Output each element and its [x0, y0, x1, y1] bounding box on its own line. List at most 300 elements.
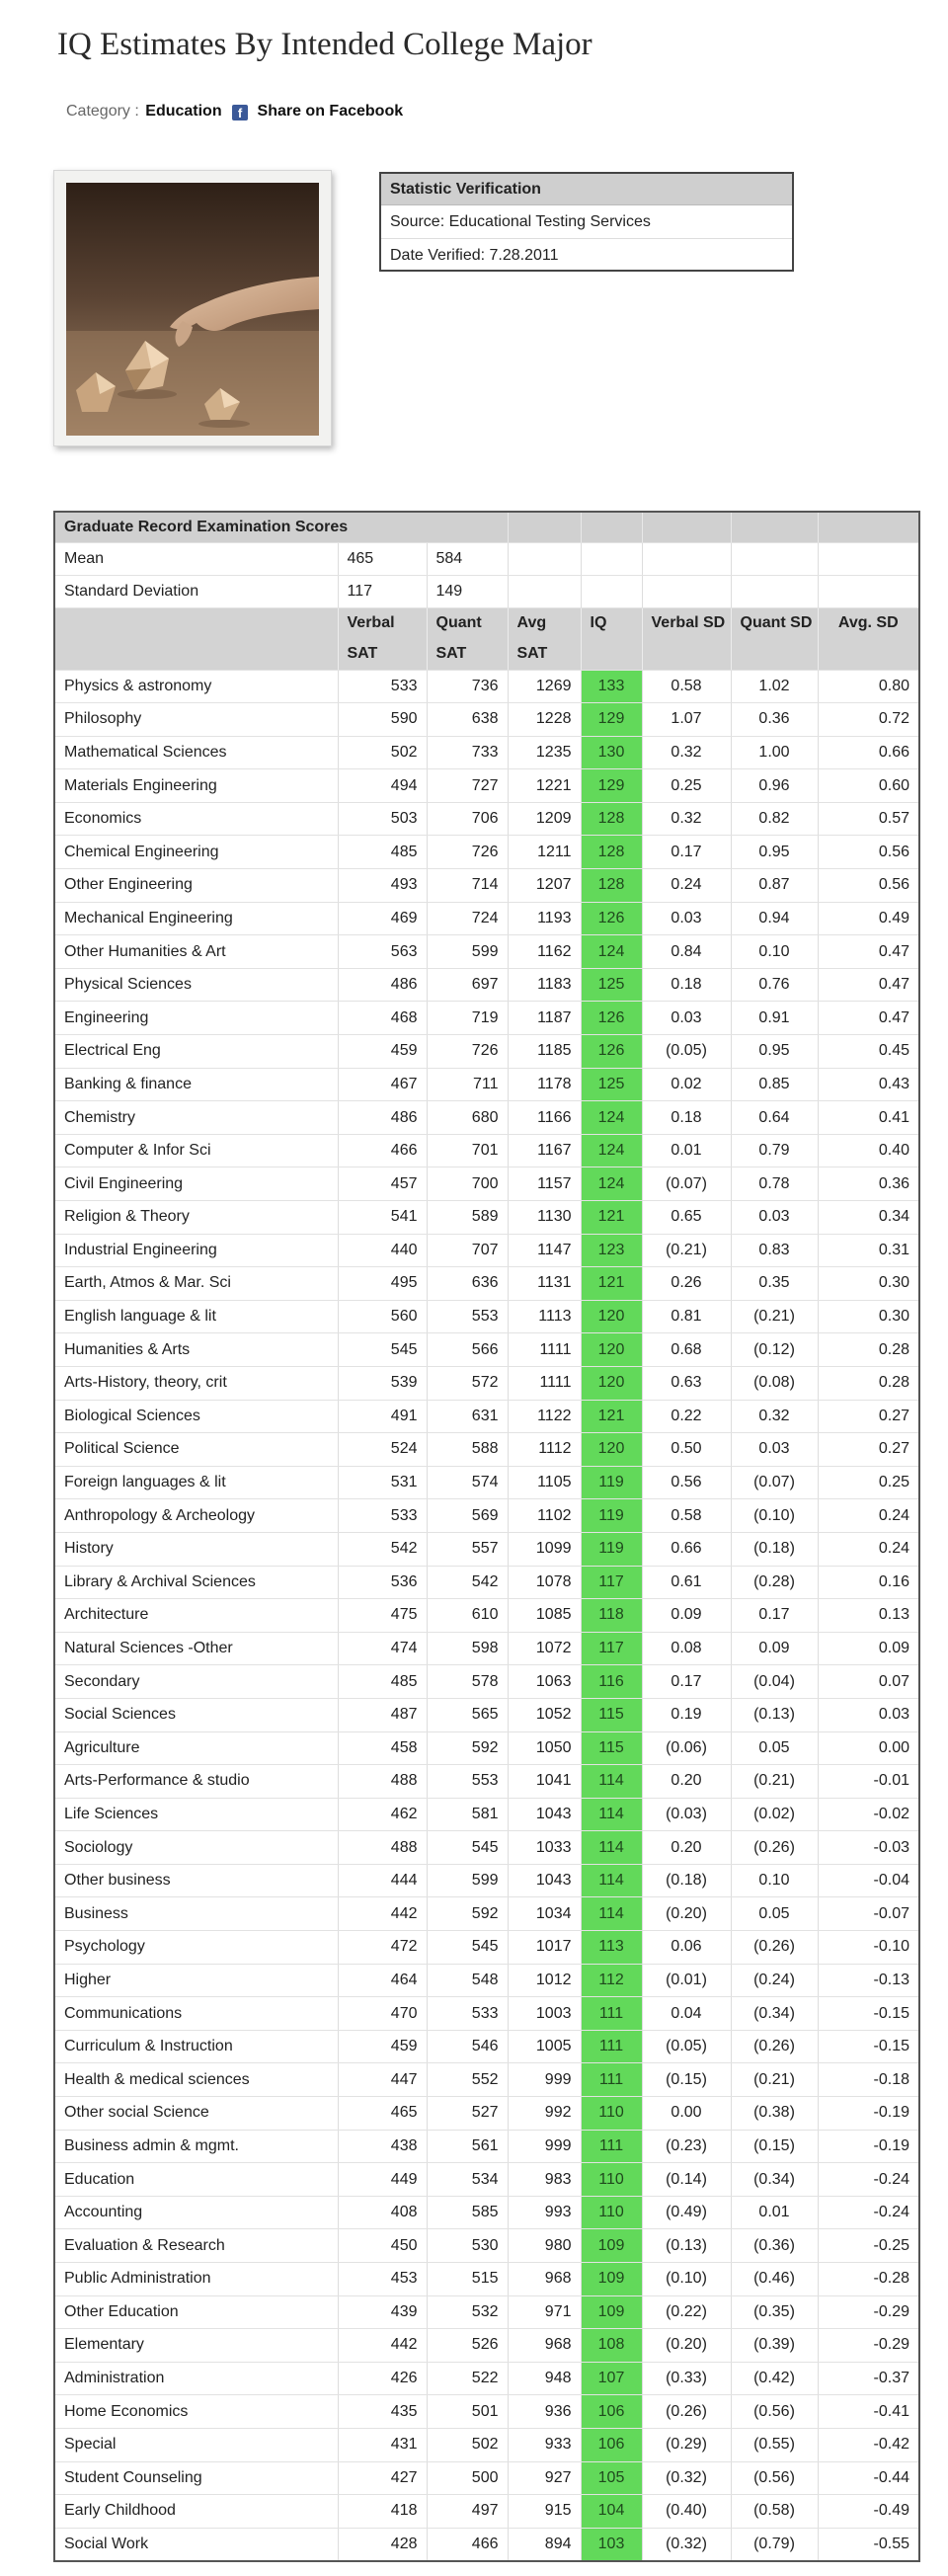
- verbal-sat-cell: 486: [338, 968, 427, 1002]
- verbal-sd-cell: (0.20): [642, 1897, 731, 1931]
- iq-cell: 128: [581, 836, 642, 869]
- verbal-sd-cell: 0.08: [642, 1632, 731, 1665]
- verbal-sat-cell: 470: [338, 1997, 427, 2031]
- verbal-sat-cell: 491: [338, 1400, 427, 1433]
- avg-sat-cell: 1122: [508, 1400, 581, 1433]
- avg-sd-cell: 0.72: [818, 703, 919, 737]
- quant-sat-cell: 588: [427, 1433, 508, 1467]
- verbal-sd-cell: 0.20: [642, 1831, 731, 1865]
- iq-cell: 113: [581, 1931, 642, 1965]
- quant-sat-cell: 719: [427, 1002, 508, 1035]
- major-cell: Chemical Engineering: [54, 836, 338, 869]
- quant-sat-cell: 592: [427, 1731, 508, 1765]
- quant-sd-cell: 0.03: [731, 1433, 818, 1467]
- verbal-sat-cell: 590: [338, 703, 427, 737]
- major-cell: Civil Engineering: [54, 1167, 338, 1201]
- verbal-sat-cell: 449: [338, 2163, 427, 2197]
- table-row: [54, 736, 919, 769]
- quant-sat-cell: 515: [427, 2263, 508, 2296]
- quant-sat-cell: 552: [427, 2063, 508, 2097]
- verbal-sd-cell: (0.07): [642, 1167, 731, 1201]
- table-row: [54, 2229, 919, 2263]
- quant-sd-cell: (0.08): [731, 1366, 818, 1400]
- quant-sd-cell: (0.04): [731, 1665, 818, 1699]
- major-cell: Architecture: [54, 1599, 338, 1633]
- table-row: [54, 1134, 919, 1167]
- verification-title: Statistic Verification: [381, 174, 792, 205]
- avg-sd-cell: 0.13: [818, 1599, 919, 1633]
- verbal-sd-cell: (0.10): [642, 2263, 731, 2296]
- quant-sat-cell: 532: [427, 2295, 508, 2329]
- header-quant-sat: SAT: [427, 639, 508, 670]
- table-row: [54, 2097, 919, 2131]
- sd-verbal: 117: [338, 575, 427, 607]
- iq-cell: 103: [581, 2528, 642, 2561]
- major-cell: Administration: [54, 2362, 338, 2395]
- quant-sd-cell: 0.01: [731, 2196, 818, 2229]
- iq-cell: 115: [581, 1698, 642, 1731]
- iq-cell: 111: [581, 2063, 642, 2097]
- major-cell: Accounting: [54, 2196, 338, 2229]
- verbal-sd-cell: (0.15): [642, 2063, 731, 2097]
- major-cell: Arts-History, theory, crit: [54, 1366, 338, 1400]
- major-cell: History: [54, 1532, 338, 1566]
- major-cell: Other Engineering: [54, 869, 338, 903]
- major-cell: Library & Archival Sciences: [54, 1566, 338, 1599]
- verbal-sat-cell: 459: [338, 2030, 427, 2063]
- iq-cell: 128: [581, 802, 642, 836]
- verbal-sd-cell: (0.05): [642, 2030, 731, 2063]
- verbal-sd-cell: 0.50: [642, 1433, 731, 1467]
- quant-sd-cell: 0.76: [731, 968, 818, 1002]
- verbal-sat-cell: 486: [338, 1101, 427, 1135]
- verbal-sat-cell: 539: [338, 1366, 427, 1400]
- verbal-sd-cell: 0.02: [642, 1068, 731, 1101]
- quant-sd-cell: 0.36: [731, 703, 818, 737]
- major-cell: Education: [54, 2163, 338, 2197]
- avg-sd-cell: 0.47: [818, 935, 919, 969]
- avg-sd-cell: 0.28: [818, 1366, 919, 1400]
- avg-sat-cell: 1131: [508, 1267, 581, 1301]
- quant-sd-cell: 0.35: [731, 1267, 818, 1301]
- quant-sat-cell: 638: [427, 703, 508, 737]
- iq-cell: 121: [581, 1201, 642, 1235]
- verification-source: Source: Educational Testing Services: [381, 205, 792, 239]
- table-row: [54, 2295, 919, 2329]
- table-row: [54, 2528, 919, 2561]
- verbal-sat-cell: 493: [338, 869, 427, 903]
- verbal-sd-cell: 0.25: [642, 769, 731, 803]
- table-row: [54, 836, 919, 869]
- quant-sat-cell: 610: [427, 1599, 508, 1633]
- quant-sd-cell: (0.39): [731, 2329, 818, 2363]
- major-cell: Computer & Infor Sci: [54, 1134, 338, 1167]
- table-row: [54, 869, 919, 903]
- verbal-sat-cell: 435: [338, 2395, 427, 2429]
- table-row: [54, 1300, 919, 1333]
- major-cell: Economics: [54, 802, 338, 836]
- quant-sd-cell: (0.28): [731, 1566, 818, 1599]
- quant-sat-cell: 736: [427, 670, 508, 703]
- category-label: Category :: [66, 103, 139, 120]
- iq-cell: 116: [581, 1665, 642, 1699]
- iq-cell: 133: [581, 670, 642, 703]
- quant-sat-cell: 707: [427, 1234, 508, 1267]
- verbal-sd-cell: 0.09: [642, 1599, 731, 1633]
- iq-cell: 123: [581, 1234, 642, 1267]
- iq-cell: 120: [581, 1333, 642, 1367]
- avg-sd-cell: -0.01: [818, 1765, 919, 1799]
- quant-sd-cell: (0.12): [731, 1333, 818, 1367]
- verbal-sat-cell: 524: [338, 1433, 427, 1467]
- facebook-icon[interactable]: f: [232, 105, 248, 121]
- avg-sd-cell: -0.25: [818, 2229, 919, 2263]
- quant-sat-cell: 526: [427, 2329, 508, 2363]
- header-verbal-sd: Verbal SD: [642, 607, 731, 639]
- avg-sd-cell: 0.66: [818, 736, 919, 769]
- major-cell: Curriculum & Instruction: [54, 2030, 338, 2063]
- quant-sd-cell: 1.00: [731, 736, 818, 769]
- iq-cell: 119: [581, 1499, 642, 1533]
- avg-sat-cell: 1193: [508, 902, 581, 935]
- major-cell: Communications: [54, 1997, 338, 2031]
- avg-sd-cell: 0.45: [818, 1035, 919, 1069]
- major-cell: Health & medical sciences: [54, 2063, 338, 2097]
- table-row: [54, 1897, 919, 1931]
- quant-sd-cell: 1.02: [731, 670, 818, 703]
- avg-sd-cell: 0.30: [818, 1300, 919, 1333]
- table-row: [54, 2395, 919, 2429]
- avg-sat-cell: 1034: [508, 1897, 581, 1931]
- table-row: [54, 1466, 919, 1499]
- iq-cell: 105: [581, 2461, 642, 2495]
- table-title: Graduate Record Examination Scores: [54, 512, 508, 542]
- quant-sd-cell: 0.10: [731, 1864, 818, 1897]
- verbal-sd-cell: 0.65: [642, 1201, 731, 1235]
- quant-sat-cell: 569: [427, 1499, 508, 1533]
- major-cell: Other social Science: [54, 2097, 338, 2131]
- avg-sd-cell: -0.04: [818, 1864, 919, 1897]
- table-row: [54, 1632, 919, 1665]
- iq-cell: 120: [581, 1433, 642, 1467]
- quant-sat-cell: 566: [427, 1333, 508, 1367]
- verbal-sat-cell: 465: [338, 2097, 427, 2131]
- quant-sd-cell: (0.21): [731, 1765, 818, 1799]
- avg-sat-cell: 1209: [508, 802, 581, 836]
- table-row: [54, 802, 919, 836]
- iq-cell: 106: [581, 2428, 642, 2461]
- quant-sat-cell: 500: [427, 2461, 508, 2495]
- verbal-sat-cell: 563: [338, 935, 427, 969]
- verbal-sat-cell: 545: [338, 1333, 427, 1367]
- avg-sat-cell: 1105: [508, 1466, 581, 1499]
- avg-sat-cell: 1050: [508, 1731, 581, 1765]
- iq-cell: 111: [581, 1997, 642, 2031]
- verbal-sat-cell: 560: [338, 1300, 427, 1333]
- avg-sat-cell: 936: [508, 2395, 581, 2429]
- avg-sat-cell: 1043: [508, 1798, 581, 1831]
- avg-sat-cell: 1041: [508, 1765, 581, 1799]
- table-row: [54, 1068, 919, 1101]
- table-row: [54, 1167, 919, 1201]
- quant-sd-cell: (0.15): [731, 2130, 818, 2163]
- iq-cell: 124: [581, 935, 642, 969]
- header-quant-sd: Quant SD: [731, 607, 818, 639]
- avg-sd-cell: -0.15: [818, 2030, 919, 2063]
- avg-sd-cell: 0.16: [818, 1566, 919, 1599]
- major-cell: Foreign languages & lit: [54, 1466, 338, 1499]
- avg-sd-cell: -0.24: [818, 2196, 919, 2229]
- avg-sd-cell: -0.42: [818, 2428, 919, 2461]
- verbal-sat-cell: 494: [338, 769, 427, 803]
- avg-sd-cell: -0.37: [818, 2362, 919, 2395]
- quant-sd-cell: (0.56): [731, 2395, 818, 2429]
- iq-cell: 121: [581, 1267, 642, 1301]
- avg-sat-cell: 971: [508, 2295, 581, 2329]
- major-cell: Mechanical Engineering: [54, 902, 338, 935]
- avg-sd-cell: 0.34: [818, 1201, 919, 1235]
- quant-sd-cell: 0.32: [731, 1400, 818, 1433]
- verbal-sat-cell: 472: [338, 1931, 427, 1965]
- quant-sat-cell: 598: [427, 1632, 508, 1665]
- quant-sat-cell: 599: [427, 935, 508, 969]
- quant-sat-cell: 561: [427, 2130, 508, 2163]
- table-row: [54, 2263, 919, 2296]
- iq-cell: 125: [581, 1068, 642, 1101]
- quant-sat-cell: 733: [427, 736, 508, 769]
- verbal-sd-cell: (0.21): [642, 1234, 731, 1267]
- verbal-sat-cell: 533: [338, 1499, 427, 1533]
- major-cell: Industrial Engineering: [54, 1234, 338, 1267]
- quant-sat-cell: 553: [427, 1765, 508, 1799]
- quant-sd-cell: (0.58): [731, 2495, 818, 2529]
- verbal-sd-cell: 0.18: [642, 1101, 731, 1135]
- avg-sd-cell: -0.24: [818, 2163, 919, 2197]
- iq-cell: 124: [581, 1134, 642, 1167]
- avg-sd-cell: 0.41: [818, 1101, 919, 1135]
- avg-sat-cell: 1166: [508, 1101, 581, 1135]
- table-row: [54, 1698, 919, 1731]
- quant-sd-cell: (0.26): [731, 2030, 818, 2063]
- table-row: [54, 1864, 919, 1897]
- major-cell: Natural Sciences -Other: [54, 1632, 338, 1665]
- avg-sd-cell: 0.27: [818, 1400, 919, 1433]
- quant-sd-cell: 0.17: [731, 1599, 818, 1633]
- table-row: [54, 1267, 919, 1301]
- iq-cell: 121: [581, 1400, 642, 1433]
- quant-sat-cell: 502: [427, 2428, 508, 2461]
- major-cell: Agriculture: [54, 1731, 338, 1765]
- avg-sat-cell: 1072: [508, 1632, 581, 1665]
- major-cell: Physics & astronomy: [54, 670, 338, 703]
- iq-cell: 109: [581, 2295, 642, 2329]
- table-row: [54, 968, 919, 1002]
- table-row: [54, 2163, 919, 2197]
- iq-cell: 120: [581, 1300, 642, 1333]
- verbal-sat-cell: 536: [338, 1566, 427, 1599]
- quant-sat-cell: 727: [427, 769, 508, 803]
- verbal-sat-cell: 468: [338, 1002, 427, 1035]
- verbal-sd-cell: 0.19: [642, 1698, 731, 1731]
- verbal-sat-cell: 462: [338, 1798, 427, 1831]
- iq-cell: 107: [581, 2362, 642, 2395]
- major-cell: Chemistry: [54, 1101, 338, 1135]
- major-cell: Evaluation & Research: [54, 2229, 338, 2263]
- verbal-sd-cell: (0.49): [642, 2196, 731, 2229]
- major-cell: Other Education: [54, 2295, 338, 2329]
- verbal-sd-cell: 0.01: [642, 1134, 731, 1167]
- iq-cell: 106: [581, 2395, 642, 2429]
- major-cell: Other business: [54, 1864, 338, 1897]
- iq-cell: 120: [581, 1366, 642, 1400]
- verbal-sd-cell: 0.17: [642, 1665, 731, 1699]
- avg-sat-cell: 1033: [508, 1831, 581, 1865]
- verbal-sat-cell: 475: [338, 1599, 427, 1633]
- table-row: [54, 2030, 919, 2063]
- avg-sd-cell: 0.24: [818, 1499, 919, 1533]
- avg-sd-cell: 0.27: [818, 1433, 919, 1467]
- avg-sat-cell: 968: [508, 2263, 581, 2296]
- verbal-sat-cell: 459: [338, 1035, 427, 1069]
- table-row: [54, 1002, 919, 1035]
- major-cell: Elementary: [54, 2329, 338, 2363]
- avg-sd-cell: 0.60: [818, 769, 919, 803]
- avg-sat-cell: 1111: [508, 1366, 581, 1400]
- header-row-2: [54, 639, 919, 670]
- category-line: [66, 103, 403, 121]
- major-cell: Humanities & Arts: [54, 1333, 338, 1367]
- avg-sd-cell: -0.03: [818, 1831, 919, 1865]
- iq-cell: 119: [581, 1466, 642, 1499]
- verbal-sd-cell: 0.26: [642, 1267, 731, 1301]
- table-row: [54, 2495, 919, 2529]
- avg-sd-cell: 0.40: [818, 1134, 919, 1167]
- verbal-sat-cell: 488: [338, 1831, 427, 1865]
- quant-sat-cell: 711: [427, 1068, 508, 1101]
- avg-sat-cell: 933: [508, 2428, 581, 2461]
- verbal-sat-cell: 495: [338, 1267, 427, 1301]
- quant-sat-cell: 578: [427, 1665, 508, 1699]
- quant-sd-cell: 0.91: [731, 1002, 818, 1035]
- avg-sd-cell: 0.28: [818, 1333, 919, 1367]
- mean-row: [54, 542, 919, 575]
- major-cell: Mathematical Sciences: [54, 736, 338, 769]
- verbal-sd-cell: 0.04: [642, 1997, 731, 2031]
- iq-cell: 126: [581, 902, 642, 935]
- verbal-sat-cell: 467: [338, 1068, 427, 1101]
- verbal-sd-cell: 0.58: [642, 1499, 731, 1533]
- quant-sat-cell: 697: [427, 968, 508, 1002]
- major-cell: Sociology: [54, 1831, 338, 1865]
- avg-sat-cell: 1207: [508, 869, 581, 903]
- table-row: [54, 1400, 919, 1433]
- avg-sd-cell: -0.29: [818, 2329, 919, 2363]
- avg-sat-cell: 983: [508, 2163, 581, 2197]
- verbal-sd-cell: 0.24: [642, 869, 731, 903]
- verbal-sat-cell: 541: [338, 1201, 427, 1235]
- major-cell: Psychology: [54, 1931, 338, 1965]
- gre-scores-table: [53, 511, 920, 2562]
- table-row: [54, 1964, 919, 1997]
- table-row: [54, 2063, 919, 2097]
- quant-sd-cell: (0.13): [731, 1698, 818, 1731]
- avg-sat-cell: 1017: [508, 1931, 581, 1965]
- quant-sd-cell: 0.03: [731, 1201, 818, 1235]
- avg-sat-cell: 1113: [508, 1300, 581, 1333]
- quant-sd-cell: 0.10: [731, 935, 818, 969]
- iq-cell: 109: [581, 2263, 642, 2296]
- quant-sat-cell: 581: [427, 1798, 508, 1831]
- avg-sat-cell: 1211: [508, 836, 581, 869]
- avg-sat-cell: 1111: [508, 1333, 581, 1367]
- quant-sat-cell: 636: [427, 1267, 508, 1301]
- quant-sd-cell: (0.21): [731, 1300, 818, 1333]
- avg-sd-cell: 0.03: [818, 1698, 919, 1731]
- avg-sd-cell: -0.19: [818, 2130, 919, 2163]
- quant-sat-cell: 466: [427, 2528, 508, 2561]
- quant-sat-cell: 557: [427, 1532, 508, 1566]
- verbal-sd-cell: (0.06): [642, 1731, 731, 1765]
- quant-sd-cell: 0.95: [731, 1035, 818, 1069]
- iq-cell: 129: [581, 769, 642, 803]
- share-facebook-link[interactable]: Share on Facebook: [257, 103, 404, 120]
- table-row: [54, 1731, 919, 1765]
- major-cell: Early Childhood: [54, 2495, 338, 2529]
- avg-sat-cell: 999: [508, 2063, 581, 2097]
- table-row: [54, 1234, 919, 1267]
- major-cell: Home Economics: [54, 2395, 338, 2429]
- avg-sat-cell: 1235: [508, 736, 581, 769]
- table-row: [54, 1599, 919, 1633]
- avg-sd-cell: 0.47: [818, 1002, 919, 1035]
- verbal-sat-cell: 426: [338, 2362, 427, 2395]
- avg-sd-cell: -0.41: [818, 2395, 919, 2429]
- avg-sat-cell: 1012: [508, 1964, 581, 1997]
- major-cell: Student Counseling: [54, 2461, 338, 2495]
- header-verbal: Verbal: [338, 607, 427, 639]
- avg-sd-cell: -0.19: [818, 2097, 919, 2131]
- table-row: [54, 902, 919, 935]
- quant-sd-cell: (0.26): [731, 1931, 818, 1965]
- verbal-sd-cell: (0.33): [642, 2362, 731, 2395]
- header-row: [54, 607, 919, 639]
- avg-sat-cell: 1112: [508, 1433, 581, 1467]
- avg-sat-cell: 992: [508, 2097, 581, 2131]
- category-link[interactable]: Education: [145, 103, 222, 120]
- table-row: [54, 670, 919, 703]
- iq-cell: 114: [581, 1831, 642, 1865]
- avg-sat-cell: 980: [508, 2229, 581, 2263]
- verbal-sat-cell: 531: [338, 1466, 427, 1499]
- mean-label: Mean: [54, 542, 338, 575]
- quant-sat-cell: 574: [427, 1466, 508, 1499]
- verbal-sat-cell: 474: [338, 1632, 427, 1665]
- quant-sat-cell: 714: [427, 869, 508, 903]
- verbal-sd-cell: 0.06: [642, 1931, 731, 1965]
- major-cell: Social Work: [54, 2528, 338, 2561]
- quant-sat-cell: 533: [427, 1997, 508, 2031]
- verbal-sd-cell: (0.40): [642, 2495, 731, 2529]
- avg-sat-cell: 1178: [508, 1068, 581, 1101]
- quant-sat-cell: 706: [427, 802, 508, 836]
- major-cell: Life Sciences: [54, 1798, 338, 1831]
- avg-sat-cell: 1167: [508, 1134, 581, 1167]
- quant-sd-cell: (0.10): [731, 1499, 818, 1533]
- verbal-sd-cell: 0.03: [642, 902, 731, 935]
- quant-sat-cell: 546: [427, 2030, 508, 2063]
- avg-sat-cell: 993: [508, 2196, 581, 2229]
- iq-cell: 108: [581, 2329, 642, 2363]
